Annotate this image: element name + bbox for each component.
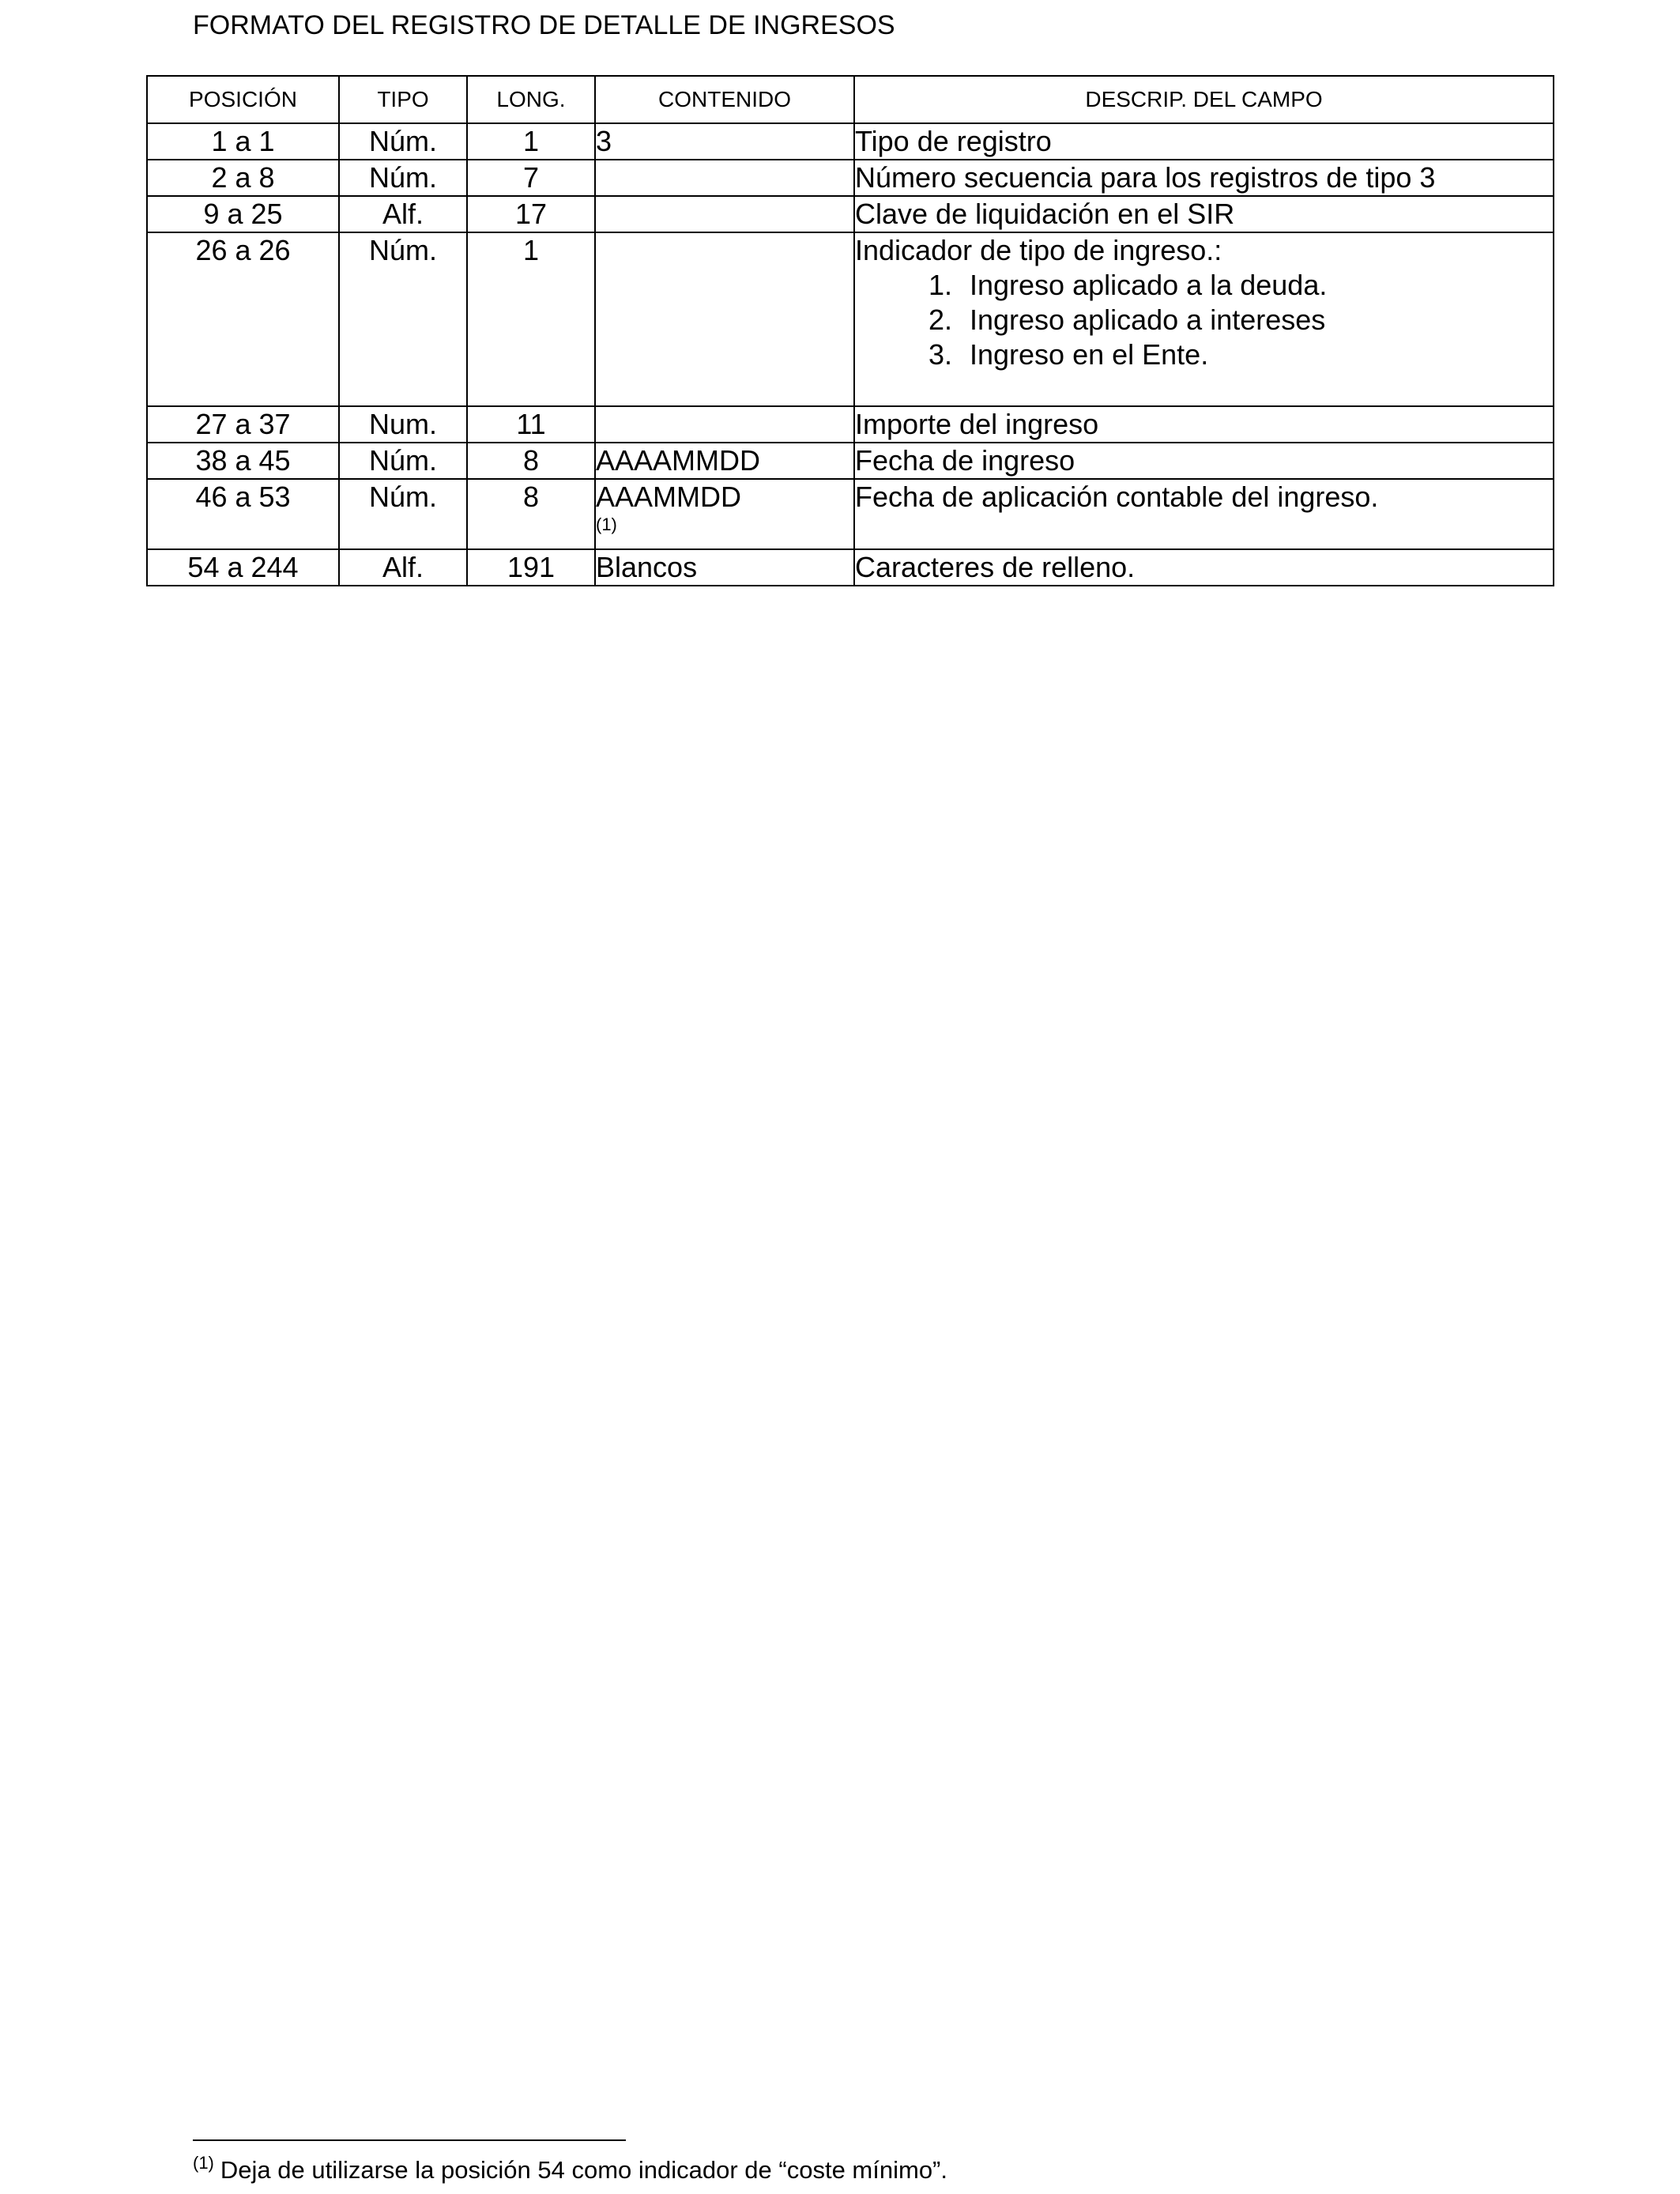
cell-descripcion: Caracteres de relleno.	[854, 549, 1554, 586]
cell-tipo: Núm.	[339, 232, 467, 406]
cell-descripcion	[854, 232, 1554, 406]
cell-tipo: Alf.	[339, 549, 467, 586]
footnote-separator	[193, 2139, 626, 2141]
list-item-text: Ingreso aplicado a la deuda.	[970, 269, 1328, 301]
cell-tipo: Núm.	[339, 479, 467, 549]
contenido-text: AAAMMDD	[596, 481, 742, 513]
cell-descripcion: Importe del ingreso	[854, 406, 1554, 443]
table-row	[147, 123, 1554, 160]
footnote-reference: (1)	[596, 515, 617, 534]
table-row	[147, 549, 1554, 586]
cell-descripcion: Clave de liquidación en el SIR	[854, 196, 1554, 232]
cell-tipo: Núm.	[339, 123, 467, 160]
cell-contenido	[595, 196, 854, 232]
footnote-mark: (1)	[193, 2153, 214, 2173]
footnote	[193, 2143, 947, 2190]
cell-descripcion: Tipo de registro	[854, 123, 1554, 160]
cell-descripcion: Número secuencia para los registros de tipo 3	[854, 160, 1554, 196]
list-item-number: 2.	[928, 303, 952, 336]
cell-contenido: 3	[595, 123, 854, 160]
header-posicion: POSICIÓN	[147, 76, 339, 123]
cell-tipo: Núm.	[339, 443, 467, 479]
cell-posicion: 46 a 53	[147, 479, 339, 549]
cell-posicion: 38 a 45	[147, 443, 339, 479]
description-text: Indicador de tipo de ingreso.:	[855, 234, 1222, 266]
table-row	[147, 160, 1554, 196]
list-item-text: Ingreso en el Ente.	[970, 338, 1209, 371]
register-format-table	[146, 75, 1554, 586]
cell-descripcion: Fecha de ingreso	[854, 443, 1554, 479]
cell-longitud: 8	[467, 443, 595, 479]
header-tipo: TIPO	[339, 76, 467, 123]
cell-posicion: 26 a 26	[147, 232, 339, 406]
list-item-number: 3.	[928, 338, 952, 371]
cell-longitud: 1	[467, 232, 595, 406]
table-row	[147, 479, 1554, 549]
cell-longitud: 8	[467, 479, 595, 549]
list-item-text: Ingreso aplicado a intereses	[970, 303, 1326, 336]
footnote-text: Deja de utilizarse la posición 54 como indicador de “coste mínimo”.	[220, 2156, 947, 2184]
table-row	[147, 406, 1554, 443]
cell-contenido: AAAAMMDD	[595, 443, 854, 479]
cell-contenido	[595, 160, 854, 196]
cell-posicion: 1 a 1	[147, 123, 339, 160]
header-contenido: CONTENIDO	[595, 76, 854, 123]
header-longitud: LONG.	[467, 76, 595, 123]
income-type-list	[855, 268, 1553, 372]
document-title: FORMATO DEL REGISTRO DE DETALLE DE INGRESOS	[193, 10, 895, 40]
cell-longitud: 1	[467, 123, 595, 160]
list-item-number: 1.	[928, 269, 952, 301]
table-row	[147, 443, 1554, 479]
header-descripcion: DESCRIP. DEL CAMPO	[854, 76, 1554, 123]
list-item	[855, 268, 1553, 303]
cell-tipo: Num.	[339, 406, 467, 443]
list-item	[855, 303, 1553, 337]
cell-longitud: 191	[467, 549, 595, 586]
table-row	[147, 232, 1554, 406]
table-row	[147, 196, 1554, 232]
cell-posicion: 9 a 25	[147, 196, 339, 232]
list-item	[855, 337, 1553, 372]
cell-tipo: Alf.	[339, 196, 467, 232]
table-header-row	[147, 76, 1554, 123]
cell-contenido	[595, 406, 854, 443]
cell-longitud: 7	[467, 160, 595, 196]
cell-longitud: 11	[467, 406, 595, 443]
cell-longitud: 17	[467, 196, 595, 232]
cell-descripcion: Fecha de aplicación contable del ingreso.	[854, 479, 1554, 549]
cell-posicion: 2 a 8	[147, 160, 339, 196]
cell-contenido	[595, 479, 854, 549]
cell-posicion: 27 a 37	[147, 406, 339, 443]
cell-posicion: 54 a 244	[147, 549, 339, 586]
cell-contenido: Blancos	[595, 549, 854, 586]
cell-contenido	[595, 232, 854, 406]
cell-tipo: Núm.	[339, 160, 467, 196]
